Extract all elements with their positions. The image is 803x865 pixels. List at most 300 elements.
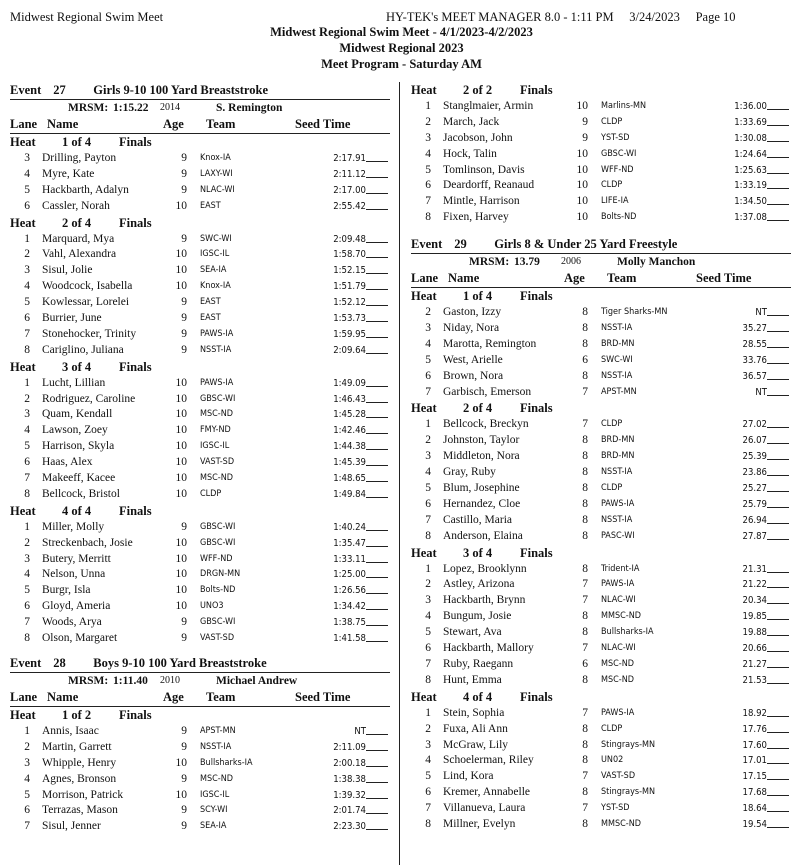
swimmer-name: Ruby, Raegann (443, 657, 514, 670)
entry-row (411, 577, 796, 593)
record-holder: S. Remington (216, 102, 283, 114)
seed-time: 1:38.75 (333, 617, 366, 629)
lane-number: 6 (24, 456, 30, 469)
swimmer-name: Lopez, Brooklynn (443, 562, 527, 575)
entry-row (411, 785, 796, 801)
lane-number: 2 (24, 248, 30, 261)
swimmer-age: 8 (582, 497, 588, 510)
entry-row (411, 321, 796, 337)
entry-row (411, 385, 796, 401)
team-code: Bolts-ND (601, 212, 637, 223)
lane-number: 2 (425, 306, 431, 319)
seed-time: 1:37.08 (734, 212, 767, 224)
seed-time: 1:49.09 (333, 377, 366, 389)
team-code: NSST-IA (200, 741, 232, 752)
swimmer-age: 9 (181, 724, 187, 737)
result-blank-line (366, 167, 388, 178)
swimmer-age: 8 (582, 562, 588, 575)
result-blank-line (767, 706, 789, 717)
result-blank-line (366, 803, 388, 814)
swimmer-age: 10 (175, 424, 187, 437)
swimmer-age: 10 (576, 195, 588, 208)
result-blank-line (366, 552, 388, 563)
swimmer-age: 10 (175, 536, 187, 549)
age-header: Age (564, 271, 585, 286)
entry-row (411, 481, 796, 497)
column-divider (399, 82, 400, 865)
lane-number: 6 (425, 179, 431, 192)
swimmer-name: Blum, Josephine (443, 482, 520, 495)
team-code: NSST-IA (601, 467, 633, 478)
swimmer-age: 8 (582, 322, 588, 335)
entry-row (10, 295, 395, 311)
seed-time: 25.27 (742, 483, 767, 495)
swimmer-age: 10 (175, 248, 187, 261)
team-code: BRD-MN (601, 451, 635, 462)
lane-number: 7 (425, 802, 431, 815)
result-blank-line (767, 194, 789, 205)
lane-number: 5 (24, 788, 30, 801)
team-code: Bullsharks-IA (200, 757, 253, 768)
entry-row (411, 529, 796, 545)
entry-row (411, 433, 796, 449)
team-header: Team (206, 117, 236, 131)
team-code: GBSC-WI (200, 521, 236, 532)
heat-header (10, 503, 395, 520)
entry-row (10, 471, 395, 487)
swimmer-age: 9 (181, 804, 187, 817)
swimmer-name: Tomlinson, Davis (443, 163, 525, 176)
seed-time: 36.57 (742, 370, 767, 382)
lane-number: 3 (425, 738, 431, 751)
heat-header (411, 288, 796, 305)
swimmer-name: Garbisch, Emerson (443, 385, 532, 398)
lane-number: 3 (24, 264, 30, 277)
lane-number: 4 (425, 147, 431, 160)
swimmer-age: 7 (582, 418, 588, 431)
result-blank-line (366, 819, 388, 830)
meet-record (10, 100, 395, 116)
result-blank-line (366, 631, 388, 642)
result-blank-line (767, 321, 789, 332)
heat-round: Finals (119, 503, 152, 518)
result-blank-line (366, 788, 388, 799)
right-column (411, 82, 796, 833)
result-blank-line (767, 449, 789, 460)
team-code: Trident-IA (601, 563, 640, 574)
lane-number: 1 (425, 418, 431, 431)
team-code: CLDP (200, 488, 222, 499)
swimmer-age: 10 (175, 472, 187, 485)
lane-number: 1 (24, 520, 30, 533)
entry-row (411, 625, 796, 641)
result-blank-line (366, 376, 388, 387)
seed-time: 1:49.84 (333, 488, 366, 500)
team-code: NSST-IA (200, 344, 232, 355)
swimmer-name: Bungum, Josie (443, 610, 512, 623)
lane-number: 5 (425, 770, 431, 783)
heat-label: Heat (411, 401, 437, 416)
swimmer-name: Hernandez, Cloe (443, 497, 521, 510)
team-code: Stingrays-MN (601, 739, 656, 750)
entry-row (411, 353, 796, 369)
swimmer-age: 8 (582, 482, 588, 495)
swimmer-age: 10 (576, 147, 588, 160)
column-headers (10, 689, 390, 707)
entry-row (10, 583, 395, 599)
entry-row (10, 487, 395, 503)
team-code: SEA-IA (200, 265, 227, 276)
lane-number: 6 (24, 312, 30, 325)
swimmer-name: Fuxa, Ali Ann (443, 722, 508, 735)
heat-number: 4 of 4 (463, 689, 493, 704)
seed-time: 1:52.15 (333, 265, 366, 277)
lane-number: 8 (425, 211, 431, 224)
swimmer-name: Burrier, June (42, 312, 102, 325)
lane-number: 4 (24, 772, 30, 785)
team-code: SWC-WI (200, 233, 232, 244)
team-code: MSC-ND (601, 658, 634, 669)
team-code: CLDP (601, 723, 623, 734)
swimmer-name: Hunt, Emma (443, 673, 502, 686)
swimmer-name: Johnston, Taylor (443, 434, 520, 447)
lane-number: 8 (24, 343, 30, 356)
swimmer-age: 10 (175, 408, 187, 421)
heat-number: 2 of 4 (463, 401, 493, 416)
swimmer-name: Lucht, Lillian (42, 376, 106, 389)
swimmer-age: 9 (181, 632, 187, 645)
seed-time: 21.22 (742, 579, 767, 591)
result-blank-line (366, 327, 388, 338)
swimmer-name: Kremer, Annabelle (443, 786, 531, 799)
entry-row (411, 305, 796, 321)
swimmer-age: 8 (582, 673, 588, 686)
meet-name: Midwest Regional Swim Meet (10, 10, 164, 24)
swimmer-age: 8 (582, 722, 588, 735)
session-title: Meet Program - Saturday AM (321, 57, 482, 71)
entry-row (411, 657, 796, 673)
entry-row (411, 115, 796, 131)
lane-number: 4 (425, 610, 431, 623)
swimmer-name: Millner, Evelyn (443, 817, 516, 830)
result-blank-line (767, 305, 789, 316)
swimmer-age: 9 (181, 616, 187, 629)
heat-round: Finals (520, 401, 553, 416)
lane-number: 6 (425, 786, 431, 799)
seed-time: 17.01 (742, 755, 767, 767)
entry-row (411, 817, 796, 833)
result-blank-line (767, 577, 789, 588)
heat-number: 3 of 4 (62, 359, 92, 374)
swimmer-age: 10 (175, 392, 187, 405)
result-blank-line (767, 738, 789, 749)
swimmer-age: 10 (175, 264, 187, 277)
lane-number: 7 (24, 616, 30, 629)
lane-number: 7 (425, 195, 431, 208)
result-blank-line (366, 392, 388, 403)
record-time: 1:15.22 (113, 102, 149, 114)
team-code: APST-MN (200, 725, 236, 736)
swimmer-name: Middleton, Nora (443, 450, 520, 463)
result-blank-line (366, 263, 388, 274)
name-header: Name (47, 117, 79, 131)
entry-row (10, 151, 395, 167)
result-blank-line (767, 99, 789, 110)
lane-number: 6 (24, 804, 30, 817)
heat-round: Finals (119, 215, 152, 230)
record-year: 2006 (561, 256, 581, 268)
lane-number: 7 (425, 513, 431, 526)
meet-title: Midwest Regional Swim Meet - 4/1/2023-4/2/2023 (270, 25, 533, 39)
result-blank-line (767, 801, 789, 812)
lane-number: 7 (24, 820, 30, 833)
heat-header (411, 545, 796, 562)
lane-number: 1 (425, 562, 431, 575)
record-label: MRSM: (68, 674, 109, 687)
swimmer-name: Nelson, Unna (42, 568, 106, 581)
entry-row (411, 131, 796, 147)
result-blank-line (366, 772, 388, 783)
entry-row (411, 641, 796, 657)
team-code: Knox-IA (200, 281, 231, 292)
swimmer-age: 8 (582, 513, 588, 526)
result-blank-line (767, 115, 789, 126)
entry-row (10, 803, 395, 819)
team-code: BRD-MN (601, 435, 635, 446)
result-blank-line (767, 337, 789, 348)
swimmer-name: Stanglmaier, Armin (443, 100, 534, 112)
entry-row (10, 232, 395, 248)
swimmer-age: 10 (576, 100, 588, 112)
entry-row (10, 167, 395, 183)
lane-number: 7 (24, 327, 30, 340)
entry-row (10, 631, 395, 647)
heat-number: 2 of 4 (62, 215, 92, 230)
seed-time: 2:09.48 (333, 233, 366, 245)
seed-time: 17.76 (742, 723, 767, 735)
seed-time: 26.94 (742, 514, 767, 526)
team-code: PAWS-IA (601, 707, 635, 718)
result-blank-line (767, 433, 789, 444)
heat-label: Heat (10, 707, 36, 722)
lane-header: Lane (10, 689, 38, 704)
swimmer-name: Bellcock, Bristol (42, 487, 120, 500)
lane-header: Lane (10, 117, 38, 131)
result-blank-line (767, 131, 789, 142)
seed-time: 25.79 (742, 498, 767, 510)
swimmer-name: Hackbarth, Brynn (443, 594, 526, 607)
team-code: CLDP (601, 483, 623, 494)
result-blank-line (366, 407, 388, 418)
entry-row (411, 738, 796, 754)
swimmer-name: McGraw, Lily (443, 738, 509, 751)
lane-number: 3 (24, 152, 30, 164)
swimmer-name: Fixen, Harvey (443, 211, 509, 224)
heat-round: Finals (119, 135, 152, 149)
entry-row (10, 455, 395, 471)
result-blank-line (366, 756, 388, 767)
lane-number: 5 (425, 482, 431, 495)
swimmer-name: Butery, Merritt (42, 552, 111, 565)
heat-number: 1 of 2 (62, 707, 92, 722)
team-code: CLDP (601, 116, 623, 127)
swimmer-name: Stewart, Ava (443, 626, 502, 639)
entry-row (411, 194, 796, 210)
swimmer-age: 8 (582, 306, 588, 319)
swimmer-name: Harrison, Skyla (42, 440, 115, 453)
team-code: FMY-ND (200, 425, 231, 436)
entry-row (411, 753, 796, 769)
entry-row (411, 609, 796, 625)
swimmer-age: 10 (175, 199, 187, 212)
result-blank-line (366, 199, 388, 210)
heat-label: Heat (10, 503, 36, 518)
event-section (411, 236, 796, 833)
result-blank-line (767, 147, 789, 158)
entry-row (411, 722, 796, 738)
entry-row (10, 407, 395, 423)
swimmer-age: 8 (582, 434, 588, 447)
event-label: Event (10, 655, 42, 670)
swimmer-age: 9 (181, 343, 187, 356)
lane-number: 6 (425, 642, 431, 655)
team-code: MSC-ND (200, 473, 233, 484)
lane-number: 2 (24, 392, 30, 405)
swimmer-age: 10 (175, 487, 187, 500)
entry-row (411, 706, 796, 722)
lane-number: 2 (24, 536, 30, 549)
team-code: Stingrays-MN (601, 787, 656, 798)
seed-time: 1:34.42 (333, 601, 366, 613)
seed-time: 1:51.79 (333, 281, 366, 293)
swimmer-age: 10 (175, 552, 187, 565)
entry-row (10, 247, 395, 263)
result-blank-line (767, 465, 789, 476)
result-blank-line (767, 657, 789, 668)
heat-label: Heat (411, 689, 437, 704)
result-blank-line (767, 210, 789, 221)
seed-time: 2:11.09 (333, 741, 366, 753)
swimmer-name: Jacobson, John (443, 131, 513, 144)
lane-number: 3 (24, 552, 30, 565)
swimmer-age: 9 (181, 520, 187, 533)
lane-number: 2 (425, 722, 431, 735)
entry-row (10, 439, 395, 455)
swimmer-name: Woodcock, Isabella (42, 280, 133, 293)
swimmer-name: Stonehocker, Trinity (42, 327, 137, 340)
swimmer-age: 6 (582, 353, 588, 366)
team-header: Team (206, 689, 236, 704)
team-code: Knox-IA (200, 153, 231, 163)
team-code: MMSC-ND (601, 818, 641, 829)
entry-row (10, 756, 395, 772)
result-blank-line (366, 343, 388, 354)
swimmer-age: 8 (582, 754, 588, 767)
swimmer-name: Hackbarth, Mallory (443, 642, 534, 655)
lane-number: 5 (24, 183, 30, 196)
team-code: SEA-IA (200, 821, 227, 832)
column-headers (411, 270, 791, 288)
swimmer-age: 10 (175, 280, 187, 293)
swimmer-age: 8 (582, 466, 588, 479)
entry-row (10, 788, 395, 804)
heat-header (10, 707, 395, 724)
seed-time: 21.53 (742, 674, 767, 686)
team-code: BRD-MN (601, 338, 635, 349)
team-code: UN02 (601, 755, 624, 766)
record-time: 1:11.40 (113, 674, 148, 687)
result-blank-line (767, 817, 789, 828)
swimmer-name: Marotta, Remington (443, 337, 537, 350)
swimmer-name: Astley, Arizona (443, 578, 515, 591)
age-header: Age (163, 117, 184, 131)
swimmer-age: 8 (582, 450, 588, 463)
heat-header (411, 689, 796, 706)
seed-time: 1:59.95 (333, 328, 366, 340)
swimmer-name: Morrison, Patrick (42, 788, 124, 801)
seed-time: 21.27 (742, 658, 767, 670)
seed-time: 1:33.19 (734, 180, 767, 192)
result-blank-line (767, 178, 789, 189)
swimmer-name: Lawson, Zoey (42, 424, 108, 437)
swimmer-name: Stein, Sophia (443, 706, 505, 719)
swimmer-age: 10 (175, 756, 187, 769)
name-header: Name (448, 271, 480, 286)
result-blank-line (366, 520, 388, 531)
swimmer-name: Gloyd, Ameria (42, 600, 111, 613)
swimmer-age: 9 (181, 740, 187, 753)
team-code: Marlins-MN (601, 101, 647, 111)
result-blank-line (366, 295, 388, 306)
lane-number: 6 (24, 199, 30, 212)
lane-number: 1 (24, 724, 30, 737)
entry-row (10, 423, 395, 439)
seed-time: 1:58.70 (333, 249, 366, 261)
heat-label: Heat (10, 215, 36, 230)
entry-row (411, 178, 796, 194)
heat-label: Heat (411, 83, 437, 97)
software-stamp: HY-TEK's MEET MANAGER 8.0 - 1:11 PM (386, 10, 614, 24)
lane-number: 5 (24, 440, 30, 453)
lane-number: 4 (24, 424, 30, 437)
seed-time: 19.54 (742, 818, 767, 830)
entry-row (411, 337, 796, 353)
seed-time: 19.88 (742, 627, 767, 639)
team-code: SWC-WI (601, 354, 633, 365)
heat-round: Finals (520, 689, 553, 704)
result-blank-line (767, 641, 789, 652)
swimmer-age: 9 (181, 167, 187, 180)
result-blank-line (366, 151, 388, 162)
swimmer-name: Drilling, Payton (42, 152, 117, 164)
seed-time: 2:55.42 (333, 200, 366, 212)
event-title (411, 236, 796, 253)
swimmer-age: 10 (175, 568, 187, 581)
swimmer-name: Anderson, Elaina (443, 529, 523, 542)
swimmer-age: 7 (582, 642, 588, 655)
seed-time: 1:53.73 (333, 313, 366, 325)
entry-row (411, 769, 796, 785)
swimmer-name: Kowlessar, Lorelei (42, 296, 130, 309)
heat-number: 2 of 2 (463, 83, 493, 97)
result-blank-line (366, 455, 388, 466)
swimmer-age: 8 (582, 529, 588, 542)
seed-time: 18.92 (742, 707, 767, 719)
lane-number: 1 (24, 232, 30, 245)
swimmer-age: 8 (582, 817, 588, 830)
swimmer-age: 10 (576, 211, 588, 224)
heat-header (10, 215, 395, 232)
